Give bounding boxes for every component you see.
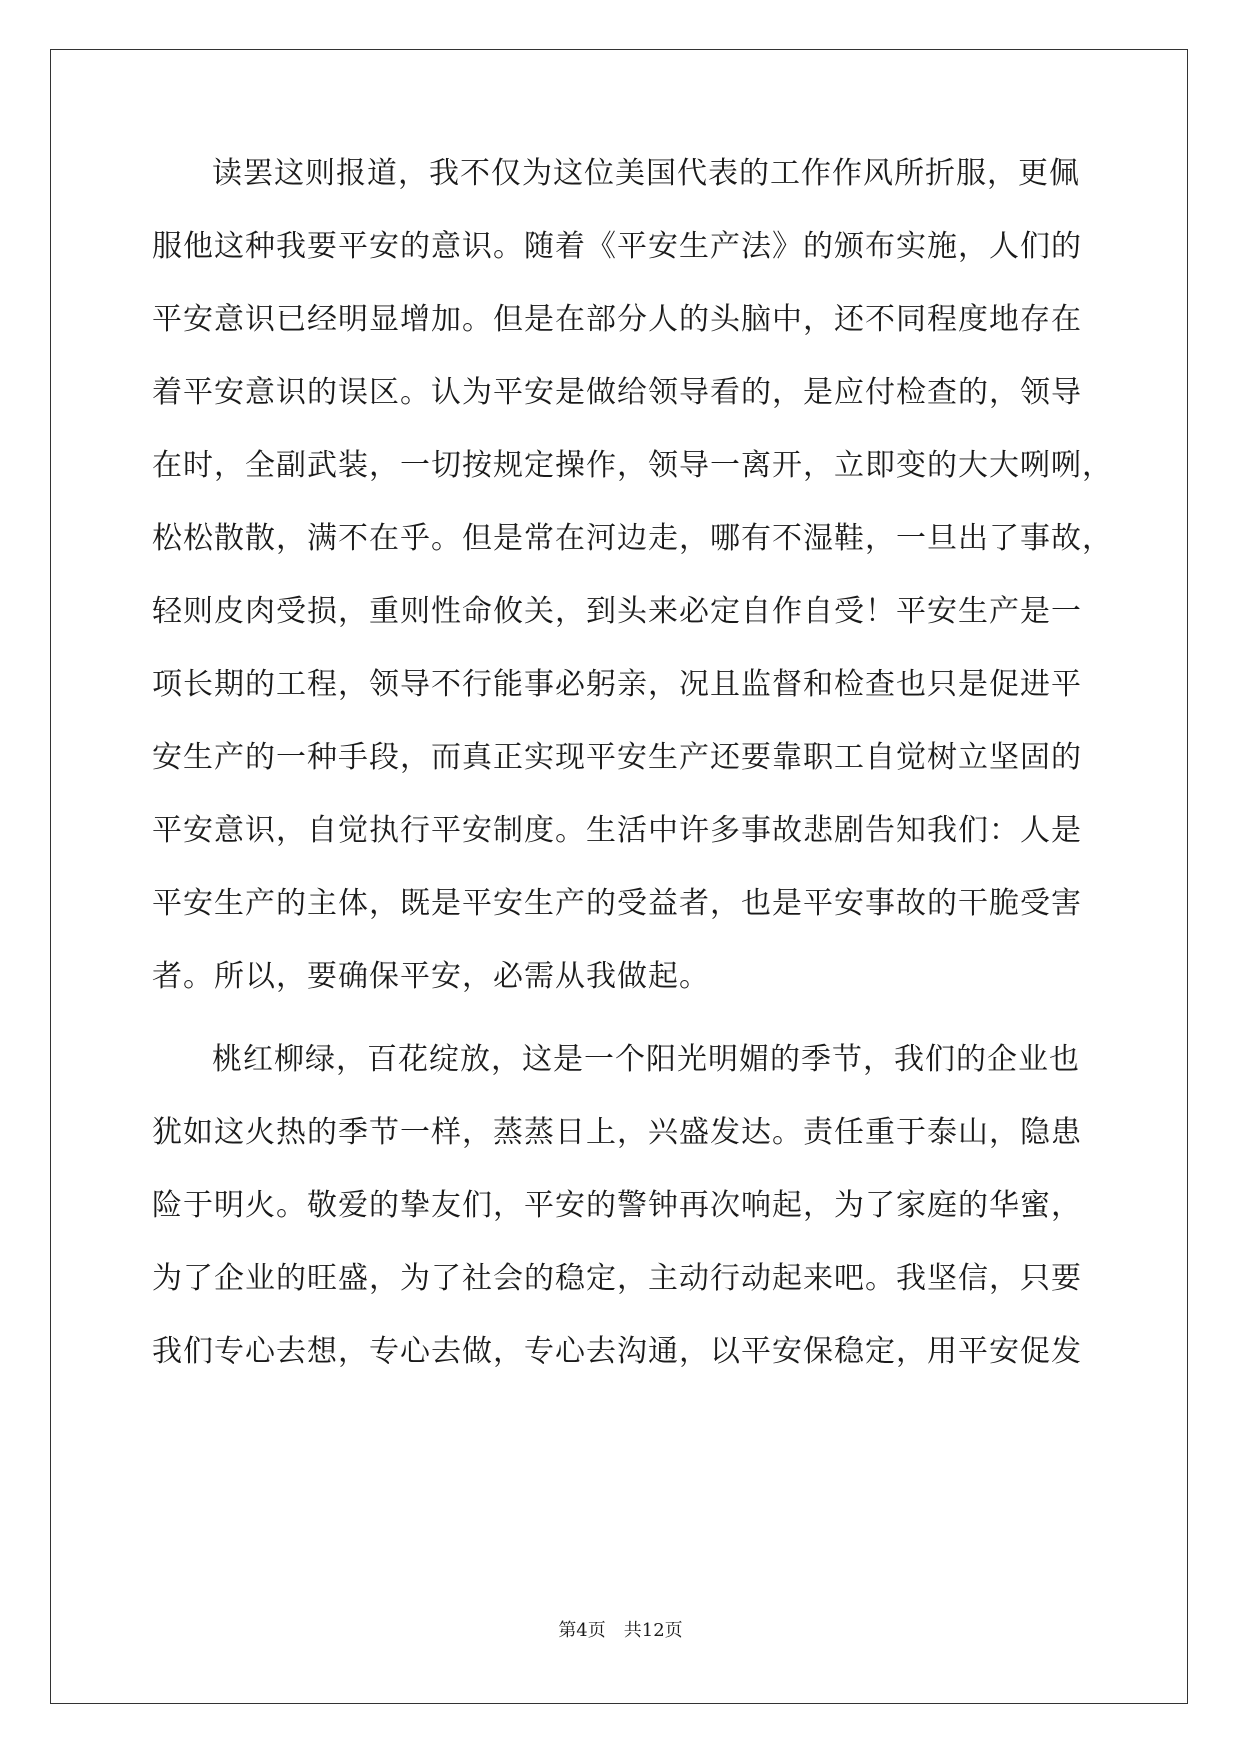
paragraph-2-line-5: 我们专心去想，专心去做，专心去沟通，以平安保稳定，用平安促发 — [152, 1334, 1082, 1369]
paragraph-1-line-1: 读罢这则报道，我不仅为这位美国代表的工作作风所折服，更佩 — [212, 156, 1080, 191]
paragraph-1-line-12: 者。所以，要确保平安，必需从我做起。 — [152, 959, 710, 994]
paragraph-1-line-4: 着平安意识的误区。认为平安是做给领导看的，是应付检查的，领导 — [152, 375, 1082, 410]
paragraph-1-line-3: 平安意识已经明显增加。但是在部分人的头脑中，还不同程度地存在 — [152, 302, 1082, 337]
paragraph-1-line-10: 平安意识，自觉执行平安制度。生活中许多事故悲剧告知我们：人是 — [152, 813, 1082, 848]
paragraph-1-line-2: 服他这种我要平安的意识。随着《平安生产法》的颁布实施，人们的 — [152, 229, 1082, 264]
paragraph-2-line-1: 桃红柳绿，百花绽放，这是一个阳光明媚的季节，我们的企业也 — [212, 1042, 1080, 1077]
paragraph-2-line-2: 犹如这火热的季节一样，蒸蒸日上，兴盛发达。责任重于泰山，隐患 — [152, 1115, 1082, 1150]
paragraph-1-line-5: 在时，全副武装，一切按规定操作，领导一离开，立即变的大大咧咧， — [152, 448, 1113, 483]
paragraph-2-line-4: 为了企业的旺盛，为了社会的稳定，主动行动起来吧。我坚信，只要 — [152, 1261, 1082, 1296]
page-border — [50, 49, 1188, 1704]
page-number-footer: 第4页 共12页 — [558, 1620, 683, 1641]
paragraph-1-line-8: 项长期的工程，领导不行能事必躬亲，况且监督和检查也只是促进平 — [152, 667, 1082, 702]
paragraph-1-line-9: 安生产的一种手段，而真正实现平安生产还要靠职工自觉树立坚固的 — [152, 740, 1082, 775]
paragraph-1-line-11: 平安生产的主体，既是平安生产的受益者，也是平安事故的干脆受害 — [152, 886, 1082, 921]
paragraph-2-line-3: 险于明火。敬爱的挚友们，平安的警钟再次响起，为了家庭的华蜜， — [152, 1188, 1082, 1223]
paragraph-1-line-7: 轻则皮肉受损，重则性命攸关，到头来必定自作自受！平安生产是一 — [152, 594, 1082, 629]
paragraph-1-line-6: 松松散散，满不在乎。但是常在河边走，哪有不湿鞋，一旦出了事故， — [152, 521, 1113, 556]
